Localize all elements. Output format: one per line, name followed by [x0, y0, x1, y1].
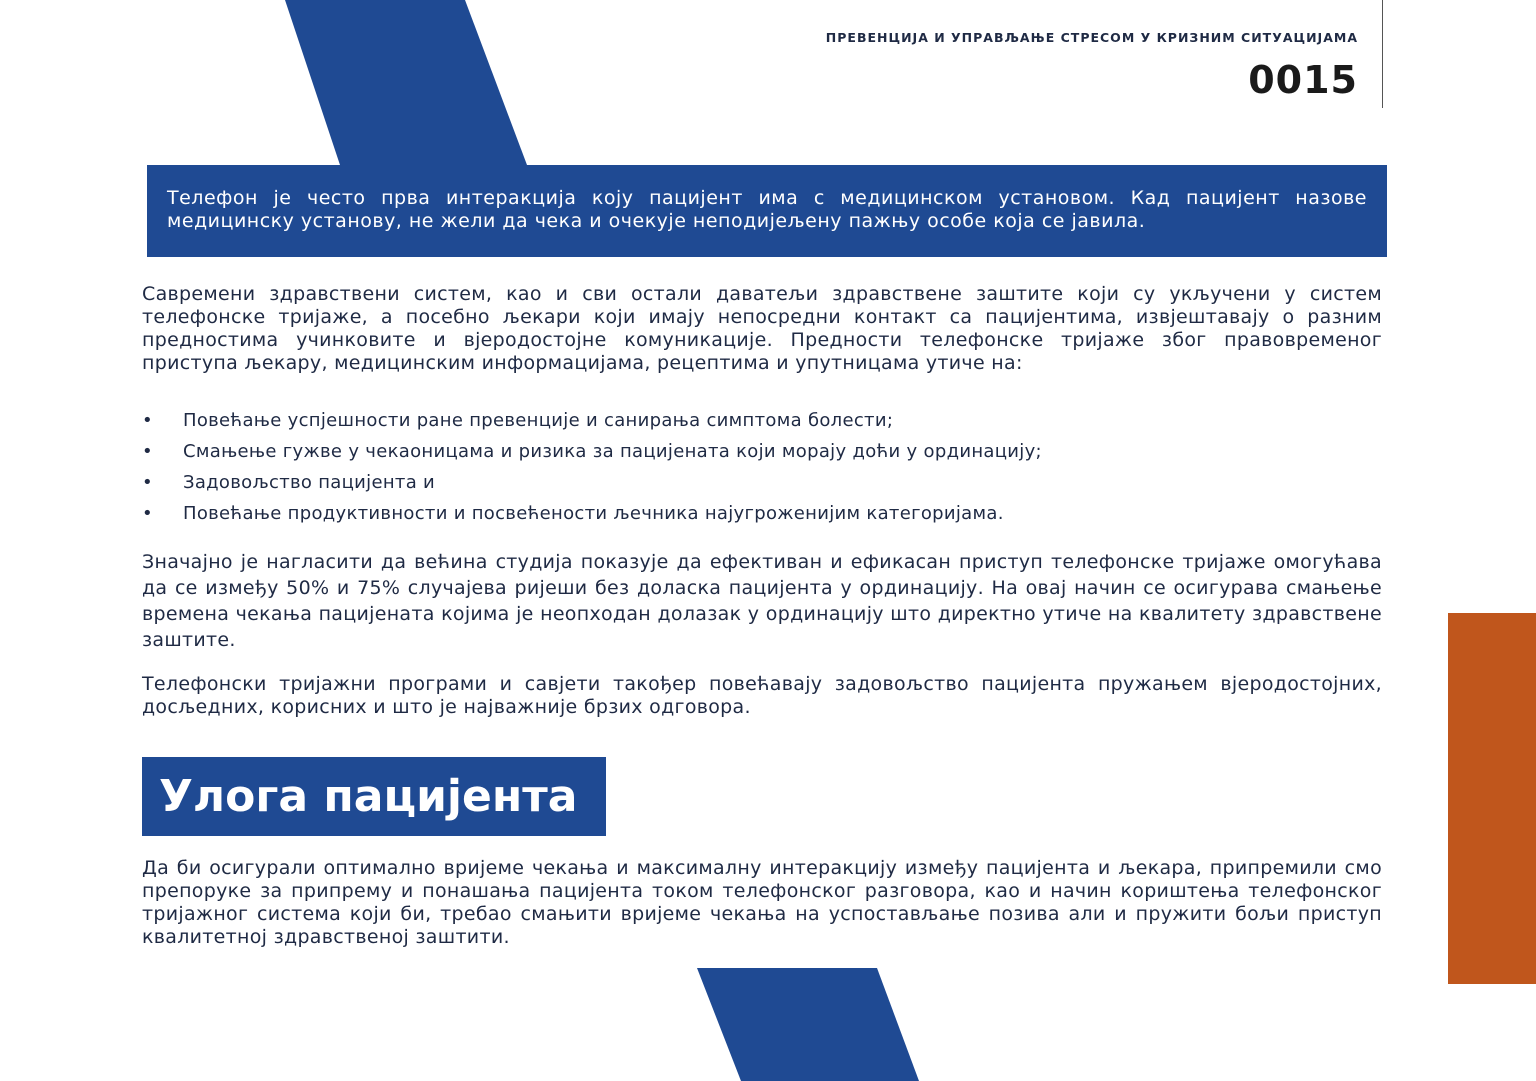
bullet-icon: • — [142, 441, 153, 462]
bullet-icon: • — [142, 472, 153, 493]
intro-callout — [147, 165, 1387, 257]
section-title: Улога пацијента — [159, 771, 578, 822]
benefits-list — [142, 405, 1382, 529]
paragraph-satisfaction: Телефонски тријажни програми и савјети такођер повећавају задовољство пацијента пружањем вјеродостојних, досљедних, корисних и што је најважније брзих одговора. — [142, 673, 1382, 718]
list-item: • Повећање продуктивности и посвећености љечника најугроженијим категоријама. — [142, 498, 1382, 529]
paragraph-benefits: Савремени здравствени систем, као и сви остали даватељи здравствене заштите који су укључени у систем телефонске тријаже, а посебно љекари који имају непосредни контакт са пацијентима, извјештавају о разним предностима учинковите и вјеродостојне комуникације. Предности телефонске тријаже због правовременог приступа љекару, медицинским информацијама, рецептима и упутницама утиче на: — [142, 283, 1382, 374]
side-color-tab — [1448, 613, 1536, 984]
intro-text: Телефон је често прва интеракција коју пацијент има с медицинском установом. Кад пацијент назове медицинску установу, не жели да чека и очекује неподијељену пажњу особе која се јавила. — [167, 187, 1367, 232]
bullet-icon: • — [142, 410, 153, 431]
list-item: • Смањење гужве у чекаоницама и ризика за пацијената који морају доћи у ординацију; — [142, 436, 1382, 467]
header-divider — [1382, 0, 1383, 108]
list-item: • Задовољство пацијента и — [142, 467, 1382, 498]
decorative-stripe-top — [285, 0, 527, 165]
paragraph-patient-role: Да би осигурали оптимално вријеме чекања и максималну интеракцију између пацијента и љекара, припремили смо препоруке за припрему и понашања пацијента током телефонског разговора, као и начин кориштења телефонског тријажног система који би, требао смањити вријеме чекања на успостављање позива али и пружити бољи приступ квалитетној здравственој заштити. — [142, 857, 1382, 948]
list-item: • Повећање успјешности ране превенције и санирања симптома болести; — [142, 405, 1382, 436]
page-number: 0015 — [1248, 58, 1358, 102]
paragraph-studies: Значајно је нагласити да већина студија показује да ефективан и ефикасан приступ телефонске тријаже омогућава да се између 50% и 75% случајева ријеши без доласка пацијента у ординацију. На овај начин се осигурава смањење времена чекања пацијената којима је неопходан долазак у ординацију што директно утиче на квалитету здравствене заштите. — [142, 551, 1382, 651]
bullet-icon: • — [142, 503, 153, 524]
section-heading-box — [142, 757, 606, 836]
document-header-title: ПРЕВЕНЦИЈА И УПРАВЉАЊЕ СТРЕСОМ У КРИЗНИМ СИТУАЦИЈАМА — [825, 30, 1358, 45]
decorative-stripe-bottom — [697, 968, 919, 1081]
